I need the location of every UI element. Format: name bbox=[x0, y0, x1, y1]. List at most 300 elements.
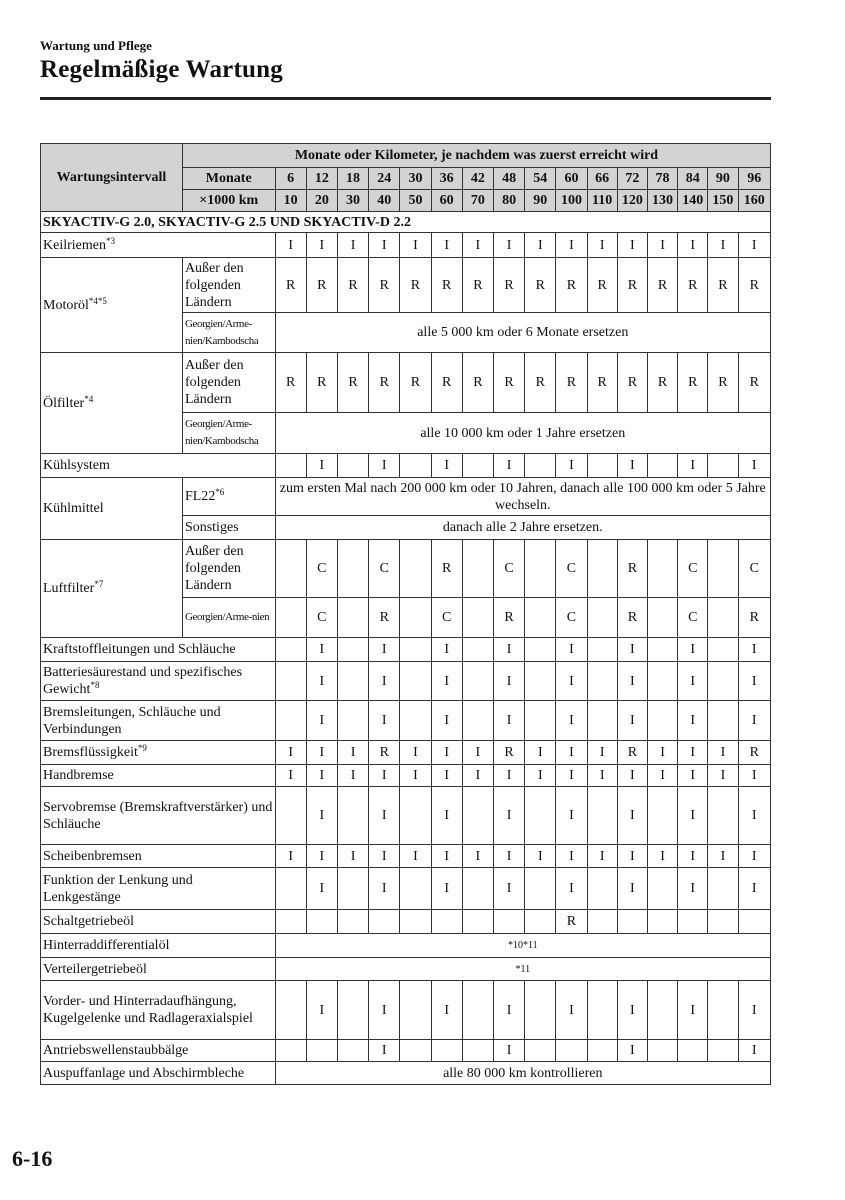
schedule-cell: C bbox=[556, 540, 587, 598]
month-header: 48 bbox=[493, 168, 524, 190]
schedule-cell bbox=[708, 638, 738, 662]
schedule-cell: I bbox=[587, 845, 617, 868]
schedule-cell: I bbox=[493, 787, 524, 845]
km-header: 30 bbox=[337, 190, 368, 212]
schedule-cell: I bbox=[431, 765, 462, 787]
schedule-cell bbox=[337, 910, 368, 934]
schedule-cell: C bbox=[431, 598, 462, 638]
auspuff-text: alle 80 000 km kontrollieren bbox=[275, 1062, 770, 1085]
schedule-cell bbox=[462, 540, 493, 598]
schedule-cell bbox=[525, 1040, 556, 1062]
schedule-cell bbox=[678, 1040, 708, 1062]
sub-label-georgia: Georgien/Arme-nien/Kambodscha bbox=[182, 313, 275, 353]
schedule-cell: I bbox=[738, 1040, 770, 1062]
schedule-cell bbox=[525, 701, 556, 741]
schedule-cell bbox=[525, 540, 556, 598]
row-label-bremsleitungen: Bremsleitungen, Schläuche und Verbindungen bbox=[41, 701, 276, 741]
schedule-cell bbox=[647, 701, 677, 741]
schedule-cell: R bbox=[275, 353, 306, 413]
interval-header: Wartungsintervall bbox=[41, 144, 183, 212]
schedule-cell: I bbox=[337, 233, 368, 258]
schedule-cell: R bbox=[493, 258, 524, 313]
schedule-cell: I bbox=[738, 662, 770, 701]
schedule-cell: R bbox=[738, 353, 770, 413]
schedule-cell: R bbox=[275, 258, 306, 313]
schedule-cell: I bbox=[587, 233, 617, 258]
schedule-cell: R bbox=[462, 353, 493, 413]
schedule-cell bbox=[275, 598, 306, 638]
schedule-cell: I bbox=[617, 638, 647, 662]
km-header: 80 bbox=[493, 190, 524, 212]
schedule-cell bbox=[462, 701, 493, 741]
schedule-cell bbox=[708, 787, 738, 845]
schedule-cell bbox=[275, 662, 306, 701]
schedule-cell: I bbox=[493, 1040, 524, 1062]
km-label: ×1000 km bbox=[182, 190, 275, 212]
group-header: Monate oder Kilometer, je nachdem was zuerst erreicht wird bbox=[182, 144, 770, 168]
schedule-cell: I bbox=[462, 845, 493, 868]
schedule-cell: R bbox=[493, 741, 524, 765]
schedule-cell: I bbox=[556, 868, 587, 910]
schedule-cell: I bbox=[369, 981, 400, 1040]
schedule-cell bbox=[275, 540, 306, 598]
schedule-cell bbox=[708, 910, 738, 934]
schedule-cell: I bbox=[587, 741, 617, 765]
schedule-cell: I bbox=[738, 638, 770, 662]
page-number: 6-16 bbox=[12, 1146, 53, 1171]
schedule-cell: R bbox=[337, 258, 368, 313]
schedule-cell bbox=[708, 662, 738, 701]
schedule-cell bbox=[400, 638, 431, 662]
schedule-cell: I bbox=[678, 845, 708, 868]
schedule-cell bbox=[525, 981, 556, 1040]
schedule-cell bbox=[587, 540, 617, 598]
month-header: 6 bbox=[275, 168, 306, 190]
schedule-cell: C bbox=[738, 540, 770, 598]
schedule-cell: I bbox=[617, 662, 647, 701]
schedule-cell bbox=[462, 638, 493, 662]
schedule-cell: R bbox=[556, 258, 587, 313]
km-header: 40 bbox=[369, 190, 400, 212]
sub-label-sonstiges: Sonstiges bbox=[182, 516, 275, 540]
schedule-cell: C bbox=[306, 598, 337, 638]
schedule-cell: I bbox=[617, 981, 647, 1040]
schedule-cell bbox=[587, 1040, 617, 1062]
schedule-cell: R bbox=[369, 258, 400, 313]
schedule-cell bbox=[587, 787, 617, 845]
schedule-cell: I bbox=[617, 701, 647, 741]
schedule-cell bbox=[708, 981, 738, 1040]
schedule-cell: I bbox=[738, 787, 770, 845]
schedule-cell: I bbox=[556, 741, 587, 765]
row-label-auspuff: Auspuffanlage und Abschirmbleche bbox=[41, 1062, 276, 1085]
schedule-cell: R bbox=[369, 353, 400, 413]
schedule-cell: R bbox=[493, 598, 524, 638]
schedule-cell: I bbox=[617, 845, 647, 868]
schedule-cell bbox=[275, 981, 306, 1040]
km-header: 10 bbox=[275, 190, 306, 212]
schedule-cell: I bbox=[738, 765, 770, 787]
schedule-cell bbox=[306, 1040, 337, 1062]
schedule-cell: I bbox=[369, 765, 400, 787]
schedule-cell: R bbox=[587, 353, 617, 413]
schedule-cell: I bbox=[400, 233, 431, 258]
schedule-cell bbox=[306, 910, 337, 934]
schedule-cell: I bbox=[400, 845, 431, 868]
schedule-cell bbox=[587, 910, 617, 934]
schedule-cell: I bbox=[431, 787, 462, 845]
sub-label-except: Außer den folgenden Ländern bbox=[182, 353, 275, 413]
schedule-cell: I bbox=[556, 787, 587, 845]
schedule-cell: R bbox=[493, 353, 524, 413]
schedule-cell: I bbox=[431, 454, 462, 478]
row-label-kuehlmittel: Kühlmittel bbox=[41, 478, 183, 540]
schedule-cell: I bbox=[369, 787, 400, 845]
schedule-cell bbox=[400, 981, 431, 1040]
row-label-bremsfluessigkeit: Bremsflüssigkeit$^{*9}$ bbox=[41, 741, 276, 765]
schedule-cell: I bbox=[306, 662, 337, 701]
schedule-cell: I bbox=[462, 233, 493, 258]
schedule-cell: R bbox=[647, 353, 677, 413]
schedule-cell bbox=[525, 454, 556, 478]
schedule-cell bbox=[462, 662, 493, 701]
schedule-cell: I bbox=[431, 638, 462, 662]
schedule-cell: I bbox=[708, 845, 738, 868]
row-label-oelfilter: Ölfilter$^{*4}$ bbox=[41, 353, 183, 454]
row-label-schaltgetriebe: Schaltgetriebeöl bbox=[41, 910, 276, 934]
schedule-cell: R bbox=[647, 258, 677, 313]
schedule-cell: R bbox=[337, 353, 368, 413]
schedule-cell: I bbox=[369, 701, 400, 741]
schedule-cell: I bbox=[493, 638, 524, 662]
schedule-cell bbox=[708, 1040, 738, 1062]
schedule-cell: C bbox=[678, 598, 708, 638]
schedule-cell: I bbox=[337, 845, 368, 868]
schedule-cell: I bbox=[337, 741, 368, 765]
schedule-cell: I bbox=[556, 662, 587, 701]
schedule-cell: I bbox=[587, 765, 617, 787]
schedule-cell bbox=[462, 598, 493, 638]
motoroel-special: alle 5 000 km oder 6 Monate ersetzen bbox=[275, 313, 770, 353]
schedule-cell: I bbox=[678, 787, 708, 845]
row-label-antrieb: Antriebswellenstaubbälge bbox=[41, 1040, 276, 1062]
schedule-cell: I bbox=[275, 741, 306, 765]
schedule-cell: I bbox=[647, 741, 677, 765]
schedule-cell: I bbox=[306, 787, 337, 845]
schedule-cell bbox=[275, 701, 306, 741]
schedule-cell: I bbox=[462, 765, 493, 787]
schedule-cell: C bbox=[678, 540, 708, 598]
schedule-cell: I bbox=[647, 845, 677, 868]
month-header: 90 bbox=[708, 168, 738, 190]
schedule-cell: I bbox=[369, 845, 400, 868]
km-header: 110 bbox=[587, 190, 617, 212]
schedule-cell: I bbox=[678, 981, 708, 1040]
schedule-cell: I bbox=[556, 845, 587, 868]
schedule-cell: R bbox=[462, 258, 493, 313]
schedule-cell: I bbox=[738, 454, 770, 478]
month-header: 30 bbox=[400, 168, 431, 190]
schedule-cell: I bbox=[738, 981, 770, 1040]
row-label-lenkung: Funktion der Lenkung und Lenkgestänge bbox=[41, 868, 276, 910]
schedule-cell: I bbox=[738, 233, 770, 258]
month-header: 18 bbox=[337, 168, 368, 190]
schedule-cell bbox=[275, 1040, 306, 1062]
km-header: 160 bbox=[738, 190, 770, 212]
month-header: 78 bbox=[647, 168, 677, 190]
schedule-cell bbox=[337, 638, 368, 662]
month-header: 66 bbox=[587, 168, 617, 190]
schedule-cell: I bbox=[306, 454, 337, 478]
schedule-cell: I bbox=[556, 454, 587, 478]
schedule-cell bbox=[337, 787, 368, 845]
schedule-cell bbox=[587, 454, 617, 478]
schedule-cell: I bbox=[275, 233, 306, 258]
schedule-cell: R bbox=[678, 258, 708, 313]
row-label-motoroel: Motoröl$^{*4*5}$ bbox=[41, 258, 183, 353]
schedule-cell bbox=[647, 1040, 677, 1062]
schedule-cell: I bbox=[462, 741, 493, 765]
schedule-cell: C bbox=[306, 540, 337, 598]
schedule-cell: I bbox=[525, 845, 556, 868]
schedule-cell bbox=[400, 454, 431, 478]
schedule-cell: I bbox=[525, 765, 556, 787]
month-header: 54 bbox=[525, 168, 556, 190]
schedule-cell: I bbox=[493, 845, 524, 868]
schedule-cell bbox=[587, 701, 617, 741]
schedule-cell bbox=[525, 910, 556, 934]
schedule-cell: I bbox=[678, 638, 708, 662]
schedule-cell: I bbox=[493, 701, 524, 741]
schedule-cell bbox=[556, 1040, 587, 1062]
schedule-cell: I bbox=[337, 765, 368, 787]
schedule-cell bbox=[337, 454, 368, 478]
schedule-cell: I bbox=[556, 701, 587, 741]
schedule-cell bbox=[400, 662, 431, 701]
km-header: 60 bbox=[431, 190, 462, 212]
schedule-cell: C bbox=[493, 540, 524, 598]
schedule-cell: I bbox=[493, 765, 524, 787]
schedule-cell: R bbox=[306, 258, 337, 313]
schedule-cell: I bbox=[369, 233, 400, 258]
schedule-cell: R bbox=[431, 258, 462, 313]
row-label-handbremse: Handbremse bbox=[41, 765, 276, 787]
sub-label-fl22: FL22$^{*6}$ bbox=[182, 478, 275, 516]
schedule-cell: I bbox=[275, 765, 306, 787]
row-label-scheibenbremsen: Scheibenbremsen bbox=[41, 845, 276, 868]
schedule-cell bbox=[462, 910, 493, 934]
title-divider bbox=[40, 97, 771, 100]
schedule-cell bbox=[525, 638, 556, 662]
schedule-cell: R bbox=[369, 741, 400, 765]
hinterrad-note: *10*11 bbox=[275, 934, 770, 958]
schedule-cell: I bbox=[493, 981, 524, 1040]
months-label: Monate bbox=[182, 168, 275, 190]
schedule-cell: I bbox=[556, 638, 587, 662]
km-header: 20 bbox=[306, 190, 337, 212]
schedule-cell: I bbox=[306, 741, 337, 765]
schedule-cell bbox=[400, 598, 431, 638]
km-header: 140 bbox=[678, 190, 708, 212]
schedule-cell: R bbox=[556, 910, 587, 934]
schedule-cell: I bbox=[525, 233, 556, 258]
schedule-cell: I bbox=[678, 868, 708, 910]
schedule-cell bbox=[400, 910, 431, 934]
schedule-cell: I bbox=[431, 662, 462, 701]
schedule-cell: I bbox=[306, 845, 337, 868]
schedule-cell bbox=[587, 598, 617, 638]
section-label: Wartung und Pflege bbox=[40, 38, 152, 53]
month-header: 42 bbox=[462, 168, 493, 190]
schedule-cell bbox=[647, 540, 677, 598]
schedule-cell: I bbox=[617, 787, 647, 845]
schedule-cell: I bbox=[708, 233, 738, 258]
schedule-cell: R bbox=[587, 258, 617, 313]
schedule-cell: I bbox=[678, 765, 708, 787]
schedule-cell bbox=[647, 454, 677, 478]
month-header: 36 bbox=[431, 168, 462, 190]
schedule-cell: I bbox=[431, 981, 462, 1040]
schedule-cell bbox=[337, 598, 368, 638]
schedule-cell bbox=[647, 868, 677, 910]
schedule-cell: I bbox=[617, 233, 647, 258]
kuehlmittel-sonstiges-text: danach alle 2 Jahre ersetzen. bbox=[275, 516, 770, 540]
schedule-cell: I bbox=[306, 868, 337, 910]
schedule-cell bbox=[708, 598, 738, 638]
month-header: 72 bbox=[617, 168, 647, 190]
schedule-cell: I bbox=[708, 765, 738, 787]
schedule-cell: C bbox=[369, 540, 400, 598]
schedule-cell bbox=[462, 981, 493, 1040]
schedule-cell: I bbox=[369, 662, 400, 701]
schedule-cell bbox=[738, 910, 770, 934]
schedule-cell: I bbox=[738, 868, 770, 910]
schedule-cell bbox=[400, 701, 431, 741]
month-header: 60 bbox=[556, 168, 587, 190]
schedule-cell: I bbox=[275, 845, 306, 868]
schedule-cell: C bbox=[556, 598, 587, 638]
schedule-cell: I bbox=[431, 741, 462, 765]
km-header: 70 bbox=[462, 190, 493, 212]
schedule-cell: I bbox=[617, 868, 647, 910]
schedule-cell: I bbox=[369, 868, 400, 910]
schedule-cell: R bbox=[617, 353, 647, 413]
schedule-cell: I bbox=[678, 233, 708, 258]
schedule-cell bbox=[369, 910, 400, 934]
schedule-cell: I bbox=[369, 1040, 400, 1062]
month-header: 96 bbox=[738, 168, 770, 190]
sub-label-georgia: Georgien/Arme-nien bbox=[182, 598, 275, 638]
schedule-cell: R bbox=[525, 353, 556, 413]
schedule-cell: R bbox=[617, 598, 647, 638]
schedule-cell: R bbox=[400, 353, 431, 413]
schedule-cell bbox=[708, 454, 738, 478]
schedule-cell: I bbox=[306, 981, 337, 1040]
schedule-cell bbox=[587, 868, 617, 910]
schedule-cell: I bbox=[708, 741, 738, 765]
schedule-cell bbox=[617, 910, 647, 934]
schedule-cell bbox=[337, 868, 368, 910]
sub-label-except: Außer den folgenden Ländern bbox=[182, 258, 275, 313]
schedule-cell bbox=[708, 701, 738, 741]
schedule-cell bbox=[275, 454, 306, 478]
schedule-cell: I bbox=[647, 765, 677, 787]
schedule-cell: I bbox=[493, 454, 524, 478]
sub-label-except: Außer den folgenden Ländern bbox=[182, 540, 275, 598]
schedule-cell bbox=[525, 662, 556, 701]
schedule-cell bbox=[587, 662, 617, 701]
schedule-cell bbox=[647, 910, 677, 934]
row-label-batterie: Batteriesäurestand und spezifisches Gewicht$^{*8}$ bbox=[41, 662, 276, 701]
schedule-cell: I bbox=[678, 701, 708, 741]
schedule-cell: I bbox=[431, 701, 462, 741]
schedule-cell: I bbox=[493, 662, 524, 701]
schedule-cell: I bbox=[306, 638, 337, 662]
km-header: 90 bbox=[525, 190, 556, 212]
kuehlmittel-fl22-text: zum ersten Mal nach 200 000 km oder 10 Jahren, danach alle 100 000 km oder 5 Jahre wechseln. bbox=[275, 478, 770, 516]
schedule-cell: I bbox=[369, 454, 400, 478]
schedule-cell: I bbox=[617, 454, 647, 478]
schedule-cell bbox=[647, 787, 677, 845]
schedule-cell bbox=[525, 868, 556, 910]
row-label-luftfilter: Luftfilter$^{*7}$ bbox=[41, 540, 183, 638]
schedule-cell: I bbox=[306, 765, 337, 787]
schedule-cell bbox=[647, 598, 677, 638]
schedule-cell: R bbox=[678, 353, 708, 413]
month-header: 12 bbox=[306, 168, 337, 190]
row-label-kraftstoff: Kraftstoffleitungen und Schläuche bbox=[41, 638, 276, 662]
schedule-cell: R bbox=[431, 353, 462, 413]
schedule-cell bbox=[708, 868, 738, 910]
schedule-cell: R bbox=[306, 353, 337, 413]
schedule-cell: I bbox=[493, 868, 524, 910]
row-label-kuehlsystem: Kühlsystem bbox=[41, 454, 276, 478]
schedule-cell bbox=[275, 868, 306, 910]
schedule-cell bbox=[275, 787, 306, 845]
schedule-cell: I bbox=[738, 701, 770, 741]
schedule-cell bbox=[431, 910, 462, 934]
engine-header: SKYACTIV-G 2.0, SKYACTIV-G 2.5 UND SKYACTIV-D 2.2 bbox=[41, 212, 771, 233]
schedule-cell: R bbox=[708, 258, 738, 313]
schedule-cell: I bbox=[369, 638, 400, 662]
schedule-cell bbox=[678, 910, 708, 934]
schedule-cell: R bbox=[431, 540, 462, 598]
schedule-cell: I bbox=[617, 1040, 647, 1062]
schedule-cell: I bbox=[400, 741, 431, 765]
schedule-cell bbox=[462, 787, 493, 845]
schedule-cell bbox=[493, 910, 524, 934]
schedule-cell: R bbox=[738, 258, 770, 313]
schedule-cell: R bbox=[617, 540, 647, 598]
row-label-hinterrad: Hinterraddifferentialöl bbox=[41, 934, 276, 958]
schedule-cell: I bbox=[431, 233, 462, 258]
schedule-cell bbox=[647, 981, 677, 1040]
schedule-cell bbox=[400, 540, 431, 598]
schedule-cell bbox=[275, 638, 306, 662]
schedule-cell bbox=[337, 981, 368, 1040]
schedule-cell bbox=[431, 1040, 462, 1062]
schedule-cell: R bbox=[617, 741, 647, 765]
schedule-cell bbox=[647, 638, 677, 662]
maintenance-table bbox=[40, 143, 771, 1085]
row-label-keilriemen: Keilriemen$^{*3}$ bbox=[41, 233, 276, 258]
row-label-servobremse: Servobremse (Bremskraftverstärker) und Schläuche bbox=[41, 787, 276, 845]
schedule-cell: I bbox=[306, 701, 337, 741]
schedule-cell bbox=[337, 662, 368, 701]
schedule-cell: I bbox=[400, 765, 431, 787]
page-title: Regelmäßige Wartung bbox=[40, 56, 283, 83]
schedule-cell: R bbox=[708, 353, 738, 413]
